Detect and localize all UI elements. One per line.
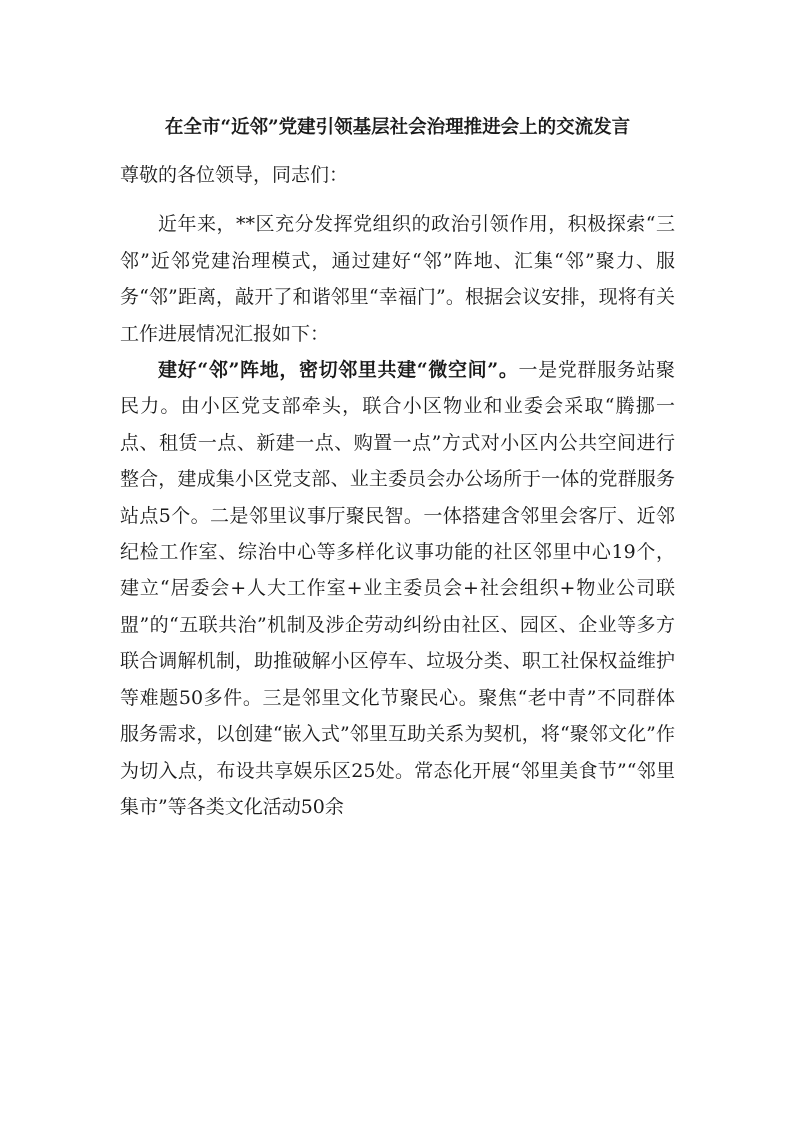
paragraph-body-text: 近年来，**区充分发挥党组织的政治引领作用，积极探索“三邻”近邻党建治理模式，通过建好“邻”阵地、汇集“邻”聚力、服务“邻”距离，敲开了和谐邻里“幸福门”。根据会议安排，现将有关工作进展情况汇报如下：: [120, 213, 675, 345]
paragraph-body-text: 一是党群服务站聚民力。由小区党支部牵头，联合小区物业和业委会采取“腾挪一点、租赁一点、新建一点、购置一点”方式对小区内公共空间进行整合，建成集小区党支部、业主委员会办公场所于一体的党群服务站点5个。二是邻里议事厅聚民智。一体搭建含邻里会客厅、近邻纪检工作室、综治中心等多样化议事功能的社区邻里中心19个，建立“居委会+人大工作室+业主委员会+社会组织+物业公司联盟”的“五联共治”机制及涉企劳动纠纷由社区、园区、企业等多方联合调解机制，助推破解小区停车、垃圾分类、职工社保权益维护等难题50多件。三是邻里文化节聚民心。聚焦“老中青”不同群体服务需求，以创建“嵌入式”邻里互助关系为契机，将“聚邻文化”作为切入点，布设共享娱乐区25处。常态化开展“邻里美食节”“邻里集市”等各类文化活动50余: [120, 359, 675, 818]
document-title: 在全市“近邻”党建引领基层社会治理推进会上的交流发言: [164, 117, 631, 138]
paragraph-intro: [120, 206, 675, 352]
salutation: 尊敬的各位领导，同志们：: [120, 164, 349, 186]
paragraph-lead-heading: 建好“邻”阵地，密切邻里共建“微空间”。: [158, 359, 519, 382]
paragraph-section-1: [120, 352, 675, 825]
document-page: [120, 110, 675, 825]
